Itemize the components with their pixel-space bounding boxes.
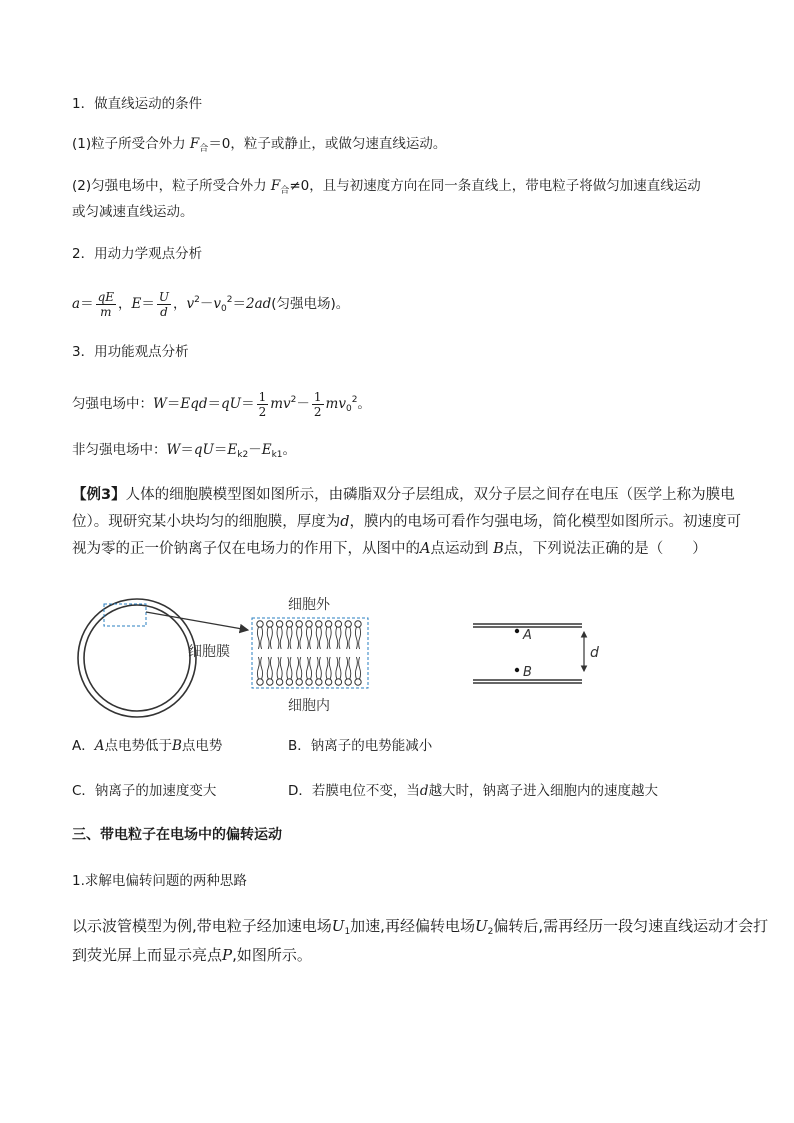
paragraph-condition-2: (2)匀强电场中，粒子所受合外力 $F_合\ne 0$，且与初速度方向在同一条直线上，带电粒子将做匀加速直线运动 [72, 178, 701, 196]
lipid-head [316, 621, 322, 627]
cell-inner-circle [84, 605, 190, 711]
lipid-head [286, 679, 292, 685]
lipid-tail [261, 657, 263, 679]
lipid-tail [277, 627, 279, 649]
lipid-tail [257, 657, 259, 679]
lipid-tail [287, 627, 289, 649]
example-tag: 【例3】 [72, 487, 126, 503]
cell-membrane-figure [0, 580, 794, 720]
lipid-tail [349, 657, 351, 679]
heading-energy-analysis: 3．用功能观点分析 [72, 344, 189, 360]
lipid-head [335, 679, 341, 685]
paragraph-oscilloscope-2: 到荧光屏上而显示亮点P,如图所示。 [72, 946, 312, 964]
zoom-arrow [146, 612, 248, 630]
lipid-head [306, 679, 312, 685]
paragraph-oscilloscope-1: 以示波管模型为例,带电粒子经加速电场$U_1$加速,再经偏转电场$U_2$偏转后,需再经历一段匀速直线运动才会打 [72, 917, 769, 937]
lipid-head [345, 621, 351, 627]
lipid-head [286, 621, 292, 627]
lipid-tail [310, 627, 312, 649]
lipid-tail [300, 627, 302, 649]
point-A-label: A [523, 628, 532, 643]
point-B-label: B [523, 665, 532, 680]
phospholipid-bilayer [257, 621, 361, 685]
lipid-tail [339, 657, 341, 679]
lipid-tail [297, 627, 299, 649]
lipid-head [306, 621, 312, 627]
lipid-tail [346, 627, 348, 649]
fraction-U-over-d: $\frac{U}{d}$ [158, 289, 169, 319]
lipid-head [276, 679, 282, 685]
lipid-tail [270, 657, 272, 679]
lipid-tail [257, 627, 259, 649]
lipid-tail [290, 657, 292, 679]
lipid-tail [280, 627, 282, 649]
example3-line2: 位）。现研究某小块均匀的细胞膜，厚度为d，膜内的电场可看作匀强电场，简化模型如图所示。初速度可 [72, 514, 742, 530]
lipid-head [276, 621, 282, 627]
lipid-tail [336, 657, 338, 679]
lipid-tail [319, 657, 321, 679]
lipid-head [355, 621, 361, 627]
lipid-head [296, 679, 302, 685]
lipid-tail [310, 657, 312, 679]
lipid-tail [336, 627, 338, 649]
formula-dynamics: a＝ $\frac{qE}{m}$ ，E＝ $\frac{U}{d}$ ，$v^2-v_0^2=2ad$(匀强电场)。 [72, 289, 350, 319]
option-C[interactable]: C．钠离子的加速度变大 [72, 783, 217, 799]
lipid-tail [359, 627, 361, 649]
fraction-qE-over-m: $\frac{qE}{m}$ [97, 289, 115, 319]
distance-label: d [590, 645, 599, 661]
lipid-head [335, 621, 341, 627]
membrane-selection-box [104, 604, 146, 626]
lipid-tail [346, 657, 348, 679]
lipid-tail [326, 657, 328, 679]
point-B-dot [515, 668, 519, 672]
formula-uniform-field-work: 匀强电场中：W＝Eqd＝qU＝ $\frac{1}{2}$ $mv^2-$ $\frac{1}{2}$ $mv_0^2$。 [72, 389, 371, 419]
option-A[interactable]: A．A点电势低于B点电势 [72, 738, 223, 754]
fraction-one-half: $\frac{1}{2}$ [258, 389, 267, 419]
lipid-head [296, 621, 302, 627]
lipid-tail [339, 627, 341, 649]
lipid-tail [270, 627, 272, 649]
lipid-tail [329, 657, 331, 679]
lipid-tail [306, 657, 308, 679]
lipid-tail [359, 657, 361, 679]
lipid-head [257, 621, 263, 627]
inside-label: 细胞内 [288, 698, 330, 714]
formula-nonuniform-field-work: 非匀强电场中：$W=qU=E_{k2}-E_{k1}$。 [72, 442, 297, 460]
lipid-tail [267, 657, 269, 679]
lipid-tail [319, 627, 321, 649]
heading-deflection-motion: 三、带电粒子在电场中的偏转运动 [72, 827, 282, 843]
lipid-tail [316, 627, 318, 649]
paragraph-condition-2-cont: 或匀减速直线运动。 [72, 204, 194, 220]
fraction-one-half-2: $\frac{1}{2}$ [313, 389, 322, 419]
lipid-head [257, 679, 263, 685]
lipid-tail [355, 657, 357, 679]
lipid-tail [355, 627, 357, 649]
example3-line3: 视为零的正一价钠离子仅在电场力的作用下，从图中的A点运动到 B点，下列说法正确的是（ ） [72, 541, 707, 557]
point-A-dot [515, 629, 519, 633]
option-D[interactable]: D．若膜电位不变，当d越大时，钠离子进入细胞内的速度越大 [288, 783, 659, 799]
lipid-tail [306, 627, 308, 649]
heading-dynamics-analysis: 2．用动力学观点分析 [72, 246, 203, 262]
lipid-head [267, 679, 273, 685]
paragraph-condition-1: (1)粒子所受合外力 $F_合=0$，粒子或静止，或做匀速直线运动。 [72, 136, 447, 154]
lipid-tail [287, 657, 289, 679]
lipid-head [325, 621, 331, 627]
lipid-tail [316, 657, 318, 679]
lipid-tail [280, 657, 282, 679]
heading-linear-motion-conditions: 1．做直线运动的条件 [72, 96, 203, 112]
lipid-tail [300, 657, 302, 679]
lipid-head [325, 679, 331, 685]
cell-outer-circle [78, 599, 196, 717]
lipid-tail [277, 657, 279, 679]
lipid-tail [297, 657, 299, 679]
lipid-head [267, 621, 273, 627]
option-B[interactable]: B．钠离子的电势能减小 [288, 738, 433, 754]
lipid-tail [261, 627, 263, 649]
lipid-head [316, 679, 322, 685]
lipid-head [345, 679, 351, 685]
example3-line1: 【例3】人体的细胞膜模型图如图所示，由磷脂双分子层组成，双分子层之间存在电压（医学上称为膜电 [72, 487, 735, 503]
lipid-tail [326, 627, 328, 649]
membrane-label: 细胞膜 [188, 644, 230, 660]
subheading-two-approaches: 1.求解电偏转问题的两种思路 [72, 873, 247, 889]
lipid-tail [290, 627, 292, 649]
lipid-tail [329, 627, 331, 649]
lipid-tail [267, 627, 269, 649]
outside-label: 细胞外 [288, 597, 330, 613]
lipid-tail [349, 627, 351, 649]
lipid-head [355, 679, 361, 685]
